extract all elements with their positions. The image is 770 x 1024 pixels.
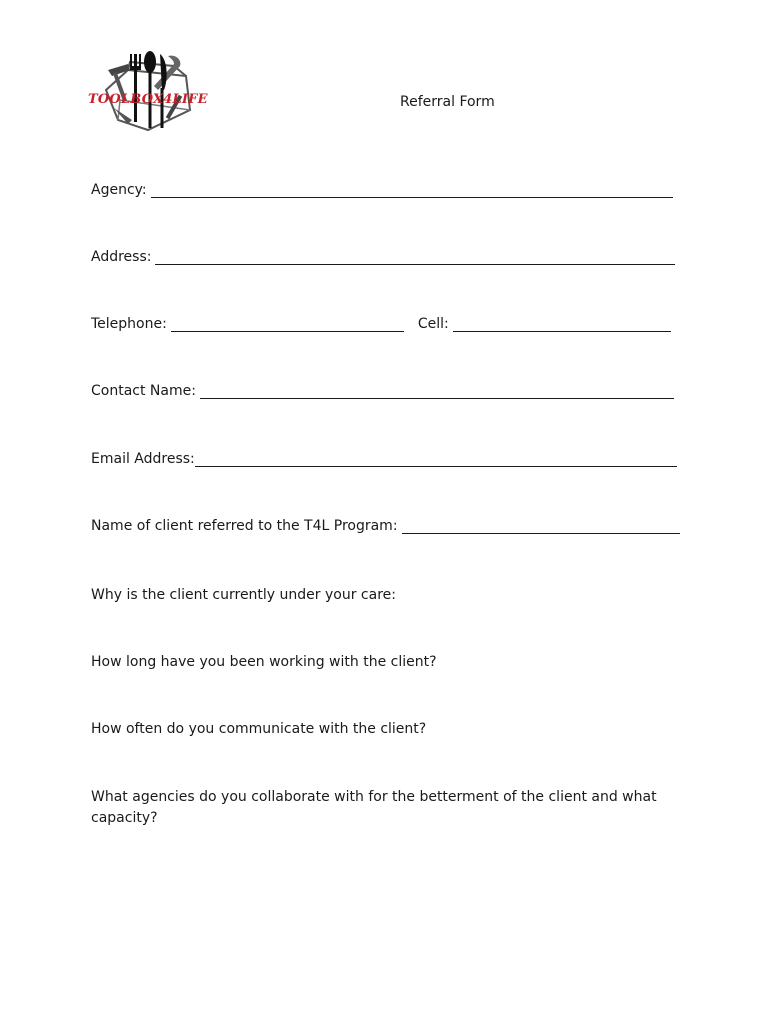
- client-name-label: Name of client referred to the T4L Program:: [91, 518, 398, 534]
- email-address-label: Email Address:: [91, 451, 195, 467]
- cell-label: Cell:: [417, 316, 449, 332]
- how-often-question: How often do you communicate with the client?: [91, 721, 427, 737]
- client-name-input-line[interactable]: [402, 519, 680, 534]
- agency-field: [91, 182, 673, 198]
- contact-name-input-line[interactable]: [200, 384, 674, 399]
- contact-name-label: Contact Name:: [91, 383, 196, 399]
- address-label: Address:: [91, 249, 152, 265]
- agencies-question: What agencies do you collaborate with for the betterment of the client and what capacity?: [91, 789, 657, 826]
- how-long-question: How long have you been working with the client?: [91, 654, 437, 670]
- page-title: Referral Form: [400, 94, 495, 110]
- toolbox4life-logo: [88, 50, 208, 138]
- address-input-line[interactable]: [155, 250, 675, 265]
- telephone-input-line[interactable]: [171, 317, 404, 332]
- email-address-input-line[interactable]: [195, 452, 677, 467]
- address-field: [91, 249, 675, 265]
- why-care-question: Why is the client currently under your care:: [91, 587, 396, 603]
- cell-input-line[interactable]: [453, 317, 671, 332]
- telephone-label: Telephone:: [91, 316, 167, 332]
- telephone-field: [91, 316, 671, 332]
- client-name-field: [91, 518, 680, 534]
- contact-name-field: [91, 383, 674, 399]
- agency-input-line[interactable]: [151, 183, 673, 198]
- agency-label: Agency:: [91, 182, 147, 198]
- logo-text: TOOLBOX4LIFE: [88, 92, 208, 107]
- email-address-field: [91, 451, 677, 467]
